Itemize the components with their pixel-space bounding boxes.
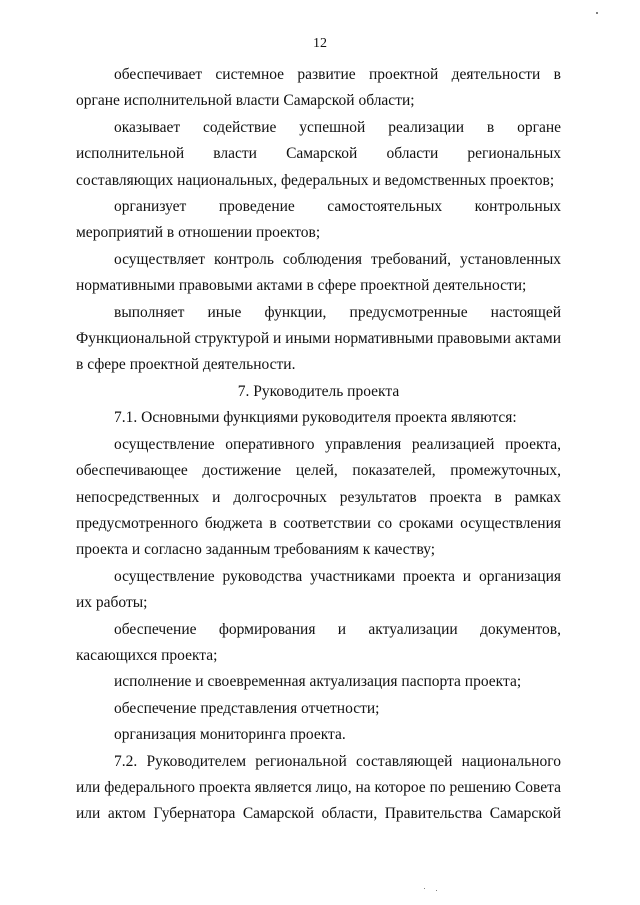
paragraph: обеспечение формирования и актуализации документов, касающихся проекта; — [76, 620, 561, 664]
page-number: 12 — [313, 36, 327, 51]
paragraph: выполняет иные функции, предусмотренные настоящей Функциональной структурой и иными нормативными правовыми актами в сфере проектной деятельности. — [76, 303, 561, 374]
paragraph: осуществление руководства участниками проекта и организация их работы; — [76, 567, 561, 612]
paragraph: осуществляет контроль соблюдения требований, установленных нормативными правовыми актами в сфере проектной деятельности; — [76, 250, 561, 295]
paragraph: 7.1. Основными функциями руководителя проекта являются: — [114, 409, 517, 427]
scan-speck — [436, 890, 437, 891]
paragraph: организует проведение самостоятельных контрольных мероприятий в отношении проектов; — [76, 198, 561, 242]
paragraph: организация мониторинга проекта. — [114, 726, 346, 744]
paragraph: исполнение и своевременная актуализация паспорта проекта; — [114, 673, 522, 691]
paragraph: оказывает содействие успешной реализации в органе исполнительной власти Самарской области региональных составляющих национальных, федеральных и ведомственных проектов; — [76, 118, 561, 189]
paragraph: обеспечивает системное развитие проектной деятельности в органе исполнительной власти Самарской области; — [76, 66, 561, 110]
paragraph: 7.2. Руководителем региональной составляющей национального или федерального проекта является лицо, на которое по решению Совета или актом Губернатора Самарской области, Правительства Самарской — [76, 752, 562, 823]
scan-speck — [596, 12, 598, 14]
paragraph: обеспечение представления отчетности; — [114, 699, 380, 717]
section-heading: 7. Руководитель проекта — [237, 382, 400, 400]
paragraph: осуществление оперативного управления реализацией проекта, обеспечивающее достижение целей, показателей, промежуточных, непосредственных и долгосрочных результатов проекта в рамках предусмотренного бюджета в соответствии со сроками осуществления проекта и согласно заданным требованиям к качеству; — [76, 435, 561, 559]
document-body — [76, 62, 561, 828]
scan-speck — [424, 888, 425, 889]
